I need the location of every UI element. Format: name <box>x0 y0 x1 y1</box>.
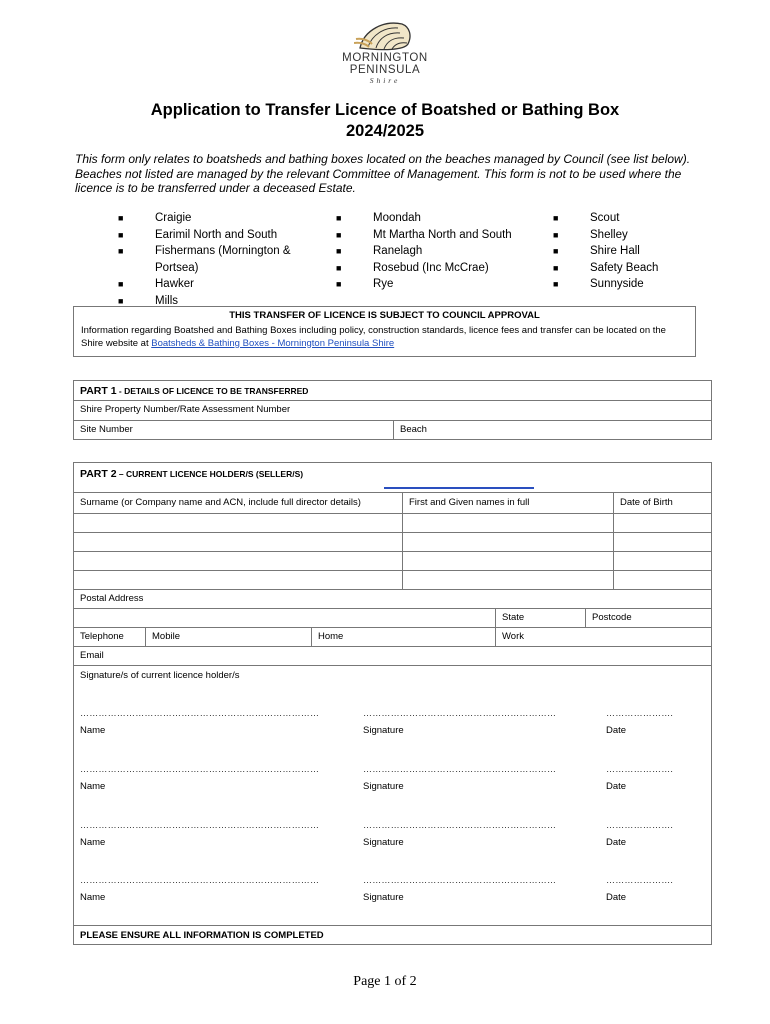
holder-row-4[interactable] <box>73 571 712 590</box>
beach-item: ■ Safety Beach <box>553 260 703 277</box>
site-number-label: Site Number <box>80 424 133 435</box>
blue-underline-mark <box>384 487 534 489</box>
signature-label-3: Signature <box>363 837 404 848</box>
date-label-3: Date <box>606 837 627 848</box>
beach-list-col3 <box>553 210 703 293</box>
state-postcode-row <box>73 609 712 628</box>
beach-item: ■ Hawker <box>118 276 328 293</box>
shell-logo-icon <box>354 18 416 52</box>
date-line-2[interactable]: …………………. <box>606 764 674 774</box>
page-title <box>0 100 770 142</box>
given-names-cell[interactable] <box>402 552 613 570</box>
name-label-2: Name <box>80 781 106 792</box>
approval-heading: THIS TRANSFER OF LICENCE IS SUBJECT TO COUNCIL APPROVAL <box>229 310 540 321</box>
dob-cell[interactable] <box>613 514 711 532</box>
beach-item: ■ Shire Hall <box>553 243 703 260</box>
part1-heading-prefix: PART 1 <box>80 385 117 397</box>
beach-item: ■ Mills <box>118 293 328 310</box>
dob-cell[interactable] <box>613 571 711 589</box>
name-label-3: Name <box>80 837 106 848</box>
surname-column-header: Surname (or Company name and ACN, include full director details) <box>80 497 361 508</box>
beach-item: ■ Mt Martha North and South <box>336 227 546 244</box>
completion-footer <box>73 926 712 945</box>
work-label: Work <box>502 631 524 642</box>
postal-address-label: Postal Address <box>80 593 144 604</box>
part1-heading-rest: - DETAILS OF LICENCE TO BE TRANSFERRED <box>116 386 309 396</box>
beach-item: ■ Rosebud (Inc McCrae) <box>336 260 546 277</box>
property-number-label: Shire Property Number/Rate Assessment Number <box>80 404 291 415</box>
postcode-field[interactable] <box>585 609 711 627</box>
property-number-field[interactable] <box>73 401 712 421</box>
page-number: Page 1 of 2 <box>353 974 417 989</box>
dob-cell[interactable] <box>613 552 711 570</box>
mobile-label: Mobile <box>152 631 180 642</box>
home-label: Home <box>318 631 344 642</box>
completion-footer-text: PLEASE ENSURE ALL INFORMATION IS COMPLETED <box>80 930 324 941</box>
given-names-cell[interactable] <box>402 514 613 532</box>
approval-info-text: Information regarding Boatshed and Bathing Boxes including policy, construction standards, licence fees and transfer can be located on the Shire website at <box>81 325 666 349</box>
name-line-2[interactable]: …………………………………………………………………… <box>80 764 320 774</box>
holder-row-1[interactable] <box>73 514 712 533</box>
signature-line-4[interactable]: ……………………………………………………… <box>363 875 557 885</box>
name-line-4[interactable]: …………………………………………………………………… <box>80 875 320 885</box>
part1-heading <box>80 385 308 397</box>
postal-address-field[interactable] <box>73 590 712 609</box>
date-label-1: Date <box>606 725 627 736</box>
date-label-2: Date <box>606 781 627 792</box>
part2-heading-rest: – CURRENT LICENCE HOLDER/S (SELLER/S) <box>116 469 304 479</box>
date-line-4[interactable]: …………………. <box>606 875 674 885</box>
signatures-block <box>73 666 712 926</box>
name-label-4: Name <box>80 892 106 903</box>
email-label: Email <box>80 650 104 661</box>
date-line-1[interactable]: …………………. <box>606 708 674 718</box>
shire-website-link[interactable]: Boatsheds & Bathing Boxes - Mornington Peninsula Shire <box>151 337 395 349</box>
work-field[interactable] <box>495 628 711 646</box>
beach-item: ■ Rye <box>336 276 546 293</box>
dob-cell[interactable] <box>613 533 711 551</box>
part1-header <box>73 380 712 401</box>
state-field[interactable] <box>495 609 585 627</box>
shire-logo <box>318 18 452 90</box>
holder-row-2[interactable] <box>73 533 712 552</box>
part2-heading-prefix: PART 2 <box>80 468 117 480</box>
signature-line-2[interactable]: ……………………………………………………… <box>363 764 557 774</box>
beach-item: ■ Scout <box>553 210 703 227</box>
site-beach-row <box>73 421 712 440</box>
signatures-label: Signature/s of current licence holder/s <box>80 670 240 681</box>
beach-item: ■ Sunnyside <box>553 276 703 293</box>
postcode-label: Postcode <box>592 612 632 623</box>
dob-column-header: Date of Birth <box>613 493 711 513</box>
mobile-field[interactable] <box>145 628 311 646</box>
intro-paragraph: This form only relates to boatsheds and bathing boxes located on the beaches managed by Council (see list below). Beaches not listed are managed by the relevant Committee of Management. This form is not to be used where the licence is to be transferred under a deceased Estate. <box>75 152 691 195</box>
part2-heading <box>80 468 303 480</box>
signature-label-4: Signature <box>363 892 404 903</box>
beach-item: ■ Fishermans (Mornington & Portsea) <box>118 243 328 276</box>
approval-info <box>74 322 695 350</box>
given-names-cell[interactable] <box>402 571 613 589</box>
title-line-2: 2024/2025 <box>346 122 424 140</box>
beach-item: ■ Ranelagh <box>336 243 546 260</box>
signature-label-2: Signature <box>363 781 404 792</box>
holder-table-header <box>73 493 712 514</box>
beach-item: ■ Earimil North and South <box>118 227 328 244</box>
logo-line-shire: Shire <box>369 76 401 85</box>
logo-line-mornington: MORNINGTON <box>342 52 428 64</box>
holder-row-3[interactable] <box>73 552 712 571</box>
date-label-4: Date <box>606 892 627 903</box>
title-line-1: Application to Transfer Licence of Boatshed or Bathing Box <box>150 101 620 119</box>
date-line-3[interactable]: …………………. <box>606 820 674 830</box>
signature-line-3[interactable]: ……………………………………………………… <box>363 820 557 830</box>
beach-item: ■ Moondah <box>336 210 546 227</box>
telephone-row <box>73 628 712 647</box>
signature-label-1: Signature <box>363 725 404 736</box>
logo-line-peninsula: PENINSULA <box>349 64 421 76</box>
signature-line-1[interactable]: ……………………………………………………… <box>363 708 557 718</box>
given-names-column-header: First and Given names in full <box>402 493 613 513</box>
given-names-cell[interactable] <box>402 533 613 551</box>
beach-item: ■ Shelley <box>553 227 703 244</box>
name-line-3[interactable]: …………………………………………………………………… <box>80 820 320 830</box>
beach-label: Beach <box>400 424 427 435</box>
name-label-1: Name <box>80 725 106 736</box>
beach-item: ■ Craigie <box>118 210 328 227</box>
state-label: State <box>502 612 525 623</box>
approval-notice <box>73 306 696 357</box>
name-line-1[interactable]: …………………………………………………………………… <box>80 708 320 718</box>
home-field[interactable] <box>311 628 495 646</box>
beach-list-col2 <box>336 210 546 293</box>
beach-field[interactable] <box>393 421 711 439</box>
email-field[interactable] <box>73 647 712 666</box>
telephone-label: Telephone <box>80 631 124 642</box>
beach-list-col1 <box>118 210 328 309</box>
